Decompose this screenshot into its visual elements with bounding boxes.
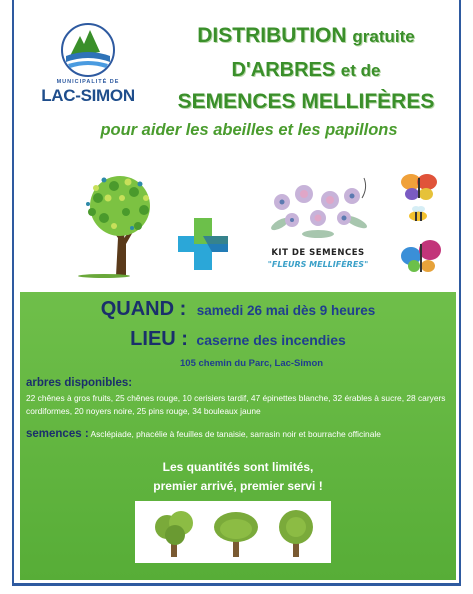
info-panel (20, 292, 456, 580)
where-row (20, 328, 456, 351)
when-row (20, 298, 456, 321)
title-distribution: DISTRIBUTION (197, 24, 347, 47)
tree-icon (211, 507, 261, 559)
trees-heading: arbres disponibles: (26, 377, 133, 389)
seed-kit-illustration (260, 174, 376, 274)
title-line-1 (138, 24, 473, 48)
title-gratuite: gratuite (352, 27, 415, 46)
poster-subtitle: pour aider les abeilles et les papillons (100, 121, 398, 139)
when-label: QUAND : (100, 298, 187, 320)
tree-icon (271, 507, 321, 559)
butterfly-icon (400, 172, 438, 202)
title-line-3: SEMENCES MELLIFÈRES (177, 90, 435, 113)
when-value: samedi 26 mai dès 9 heures (196, 303, 376, 318)
where-value: caserne des incendies (196, 332, 346, 348)
flowers-icon (260, 174, 376, 246)
address: 105 chemin du Parc, Lac-Simon (180, 358, 324, 369)
limited-notice (20, 458, 456, 496)
title-line-2 (138, 59, 473, 82)
three-trees-panel (135, 501, 331, 563)
kit-subtitle: "FLEURS MELLIFÈRES" (267, 260, 369, 269)
title-et-de: et de (340, 61, 381, 80)
notice-line-2: premier arrivé, premier servi ! (153, 479, 323, 493)
seeds-label: semences : (26, 428, 89, 440)
title-arbres: D'ARBRES (231, 59, 336, 81)
butterfly-icon (400, 236, 442, 274)
where-label: LIEU : (130, 328, 188, 350)
tree-icon (149, 507, 199, 559)
seeds-list: Asclépiade, phacélie à feuilles de tanaisie, sarrasin noir et bourrache officinale (90, 429, 381, 439)
municipality-logo (32, 22, 144, 108)
trees-list: 22 chênes à gros fruits, 25 chênes rouge, 10 cerisiers tardif, 47 épinettes blanche, 32 érables à sucre, 28 caryers cordiformes, 20 noyers noire, 25 pins rouge, 34 bouleaux jaune (26, 393, 446, 416)
tree-illustration-icon (74, 168, 166, 278)
logo-name: LAC-SIMON (41, 86, 135, 105)
lake-logo-icon (60, 22, 116, 78)
notice-line-1: Les quantités sont limités, (162, 460, 314, 474)
bee-icon (406, 206, 430, 222)
seeds-row (26, 428, 454, 441)
plus-icon (176, 216, 230, 272)
logo-subtitle: MUNICIPALITÉ DE (56, 79, 120, 85)
kit-title: KIT DE SEMENCES (271, 248, 365, 258)
